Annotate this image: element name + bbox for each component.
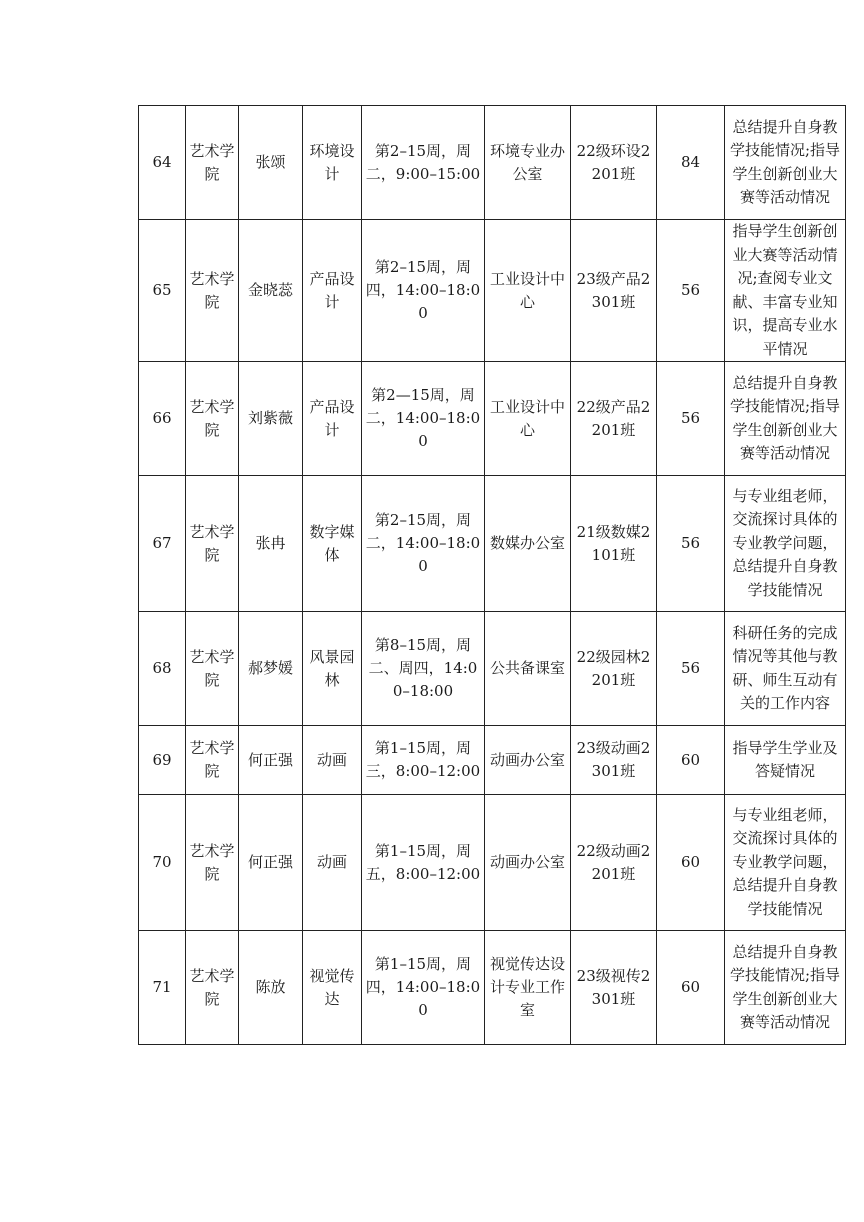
table-row xyxy=(139,795,846,931)
major-cell: 动画 xyxy=(303,795,362,931)
class-cell: 22级动画2201班 xyxy=(571,795,657,931)
table-row xyxy=(139,362,846,476)
time-cell: 第1–15周，周四，14:00–18:00 xyxy=(362,931,485,1045)
schedule-table xyxy=(138,105,846,1045)
major-cell: 产品设计 xyxy=(303,220,362,362)
class-cell: 23级视传2301班 xyxy=(571,931,657,1045)
table-row xyxy=(139,612,846,726)
class-cell: 22级产品2201班 xyxy=(571,362,657,476)
time-cell: 第2–15周，周四，14:00–18:00 xyxy=(362,220,485,362)
place-cell: 工业设计中心 xyxy=(485,220,571,362)
teacher-cell: 张颂 xyxy=(239,106,303,220)
class-cell: 23级产品2301班 xyxy=(571,220,657,362)
count-cell: 60 xyxy=(657,931,725,1045)
table-row xyxy=(139,726,846,795)
row-number: 68 xyxy=(139,612,186,726)
college-cell: 艺术学院 xyxy=(186,476,239,612)
row-number: 70 xyxy=(139,795,186,931)
row-number: 66 xyxy=(139,362,186,476)
college-cell: 艺术学院 xyxy=(186,795,239,931)
college-cell: 艺术学院 xyxy=(186,362,239,476)
teacher-cell: 刘紫薇 xyxy=(239,362,303,476)
table-row xyxy=(139,220,846,362)
place-cell: 视觉传达设计专业工作室 xyxy=(485,931,571,1045)
content-cell: 与专业组老师，交流探讨具体的专业教学问题，总结提升自身教学技能情况 xyxy=(725,795,846,931)
count-cell: 60 xyxy=(657,726,725,795)
content-cell: 指导学生创新创业大赛等活动情况;查阅专业文献、丰富专业知识，提高专业水平情况 xyxy=(725,220,846,362)
teacher-cell: 郝梦媛 xyxy=(239,612,303,726)
teacher-cell: 何正强 xyxy=(239,795,303,931)
major-cell: 产品设计 xyxy=(303,362,362,476)
time-cell: 第1–15周，周三，8:00–12:00 xyxy=(362,726,485,795)
place-cell: 公共备课室 xyxy=(485,612,571,726)
teacher-cell: 陈放 xyxy=(239,931,303,1045)
place-cell: 环境专业办公室 xyxy=(485,106,571,220)
time-cell: 第2–15周，周二，9:00–15:00 xyxy=(362,106,485,220)
major-cell: 环境设计 xyxy=(303,106,362,220)
content-cell: 科研任务的完成情况等其他与教研、师生互动有关的工作内容 xyxy=(725,612,846,726)
table-row xyxy=(139,931,846,1045)
place-cell: 数媒办公室 xyxy=(485,476,571,612)
row-number: 64 xyxy=(139,106,186,220)
count-cell: 56 xyxy=(657,220,725,362)
class-cell: 22级环设2201班 xyxy=(571,106,657,220)
time-cell: 第2–15周，周二，14:00–18:00 xyxy=(362,476,485,612)
teacher-cell: 何正强 xyxy=(239,726,303,795)
place-cell: 工业设计中心 xyxy=(485,362,571,476)
college-cell: 艺术学院 xyxy=(186,726,239,795)
class-cell: 23级动画2301班 xyxy=(571,726,657,795)
time-cell: 第8–15周，周二、周四，14:00–18:00 xyxy=(362,612,485,726)
college-cell: 艺术学院 xyxy=(186,931,239,1045)
content-cell: 总结提升自身教学技能情况;指导学生创新创业大赛等活动情况 xyxy=(725,931,846,1045)
major-cell: 数字媒体 xyxy=(303,476,362,612)
count-cell: 56 xyxy=(657,476,725,612)
row-number: 67 xyxy=(139,476,186,612)
place-cell: 动画办公室 xyxy=(485,726,571,795)
count-cell: 56 xyxy=(657,612,725,726)
row-number: 71 xyxy=(139,931,186,1045)
major-cell: 风景园林 xyxy=(303,612,362,726)
count-cell: 84 xyxy=(657,106,725,220)
time-cell: 第2—15周，周二，14:00–18:00 xyxy=(362,362,485,476)
college-cell: 艺术学院 xyxy=(186,220,239,362)
college-cell: 艺术学院 xyxy=(186,106,239,220)
content-cell: 与专业组老师，交流探讨具体的专业教学问题，总结提升自身教学技能情况 xyxy=(725,476,846,612)
class-cell: 22级园林2201班 xyxy=(571,612,657,726)
time-cell: 第1–15周，周五，8:00–12:00 xyxy=(362,795,485,931)
count-cell: 60 xyxy=(657,795,725,931)
content-cell: 指导学生学业及答疑情况 xyxy=(725,726,846,795)
teacher-cell: 张冉 xyxy=(239,476,303,612)
row-number: 69 xyxy=(139,726,186,795)
class-cell: 21级数媒2101班 xyxy=(571,476,657,612)
row-number: 65 xyxy=(139,220,186,362)
table-row xyxy=(139,106,846,220)
place-cell: 动画办公室 xyxy=(485,795,571,931)
major-cell: 动画 xyxy=(303,726,362,795)
college-cell: 艺术学院 xyxy=(186,612,239,726)
content-cell: 总结提升自身教学技能情况;指导学生创新创业大赛等活动情况 xyxy=(725,106,846,220)
table-row xyxy=(139,476,846,612)
content-cell: 总结提升自身教学技能情况;指导学生创新创业大赛等活动情况 xyxy=(725,362,846,476)
teacher-cell: 金晓蕊 xyxy=(239,220,303,362)
major-cell: 视觉传达 xyxy=(303,931,362,1045)
count-cell: 56 xyxy=(657,362,725,476)
